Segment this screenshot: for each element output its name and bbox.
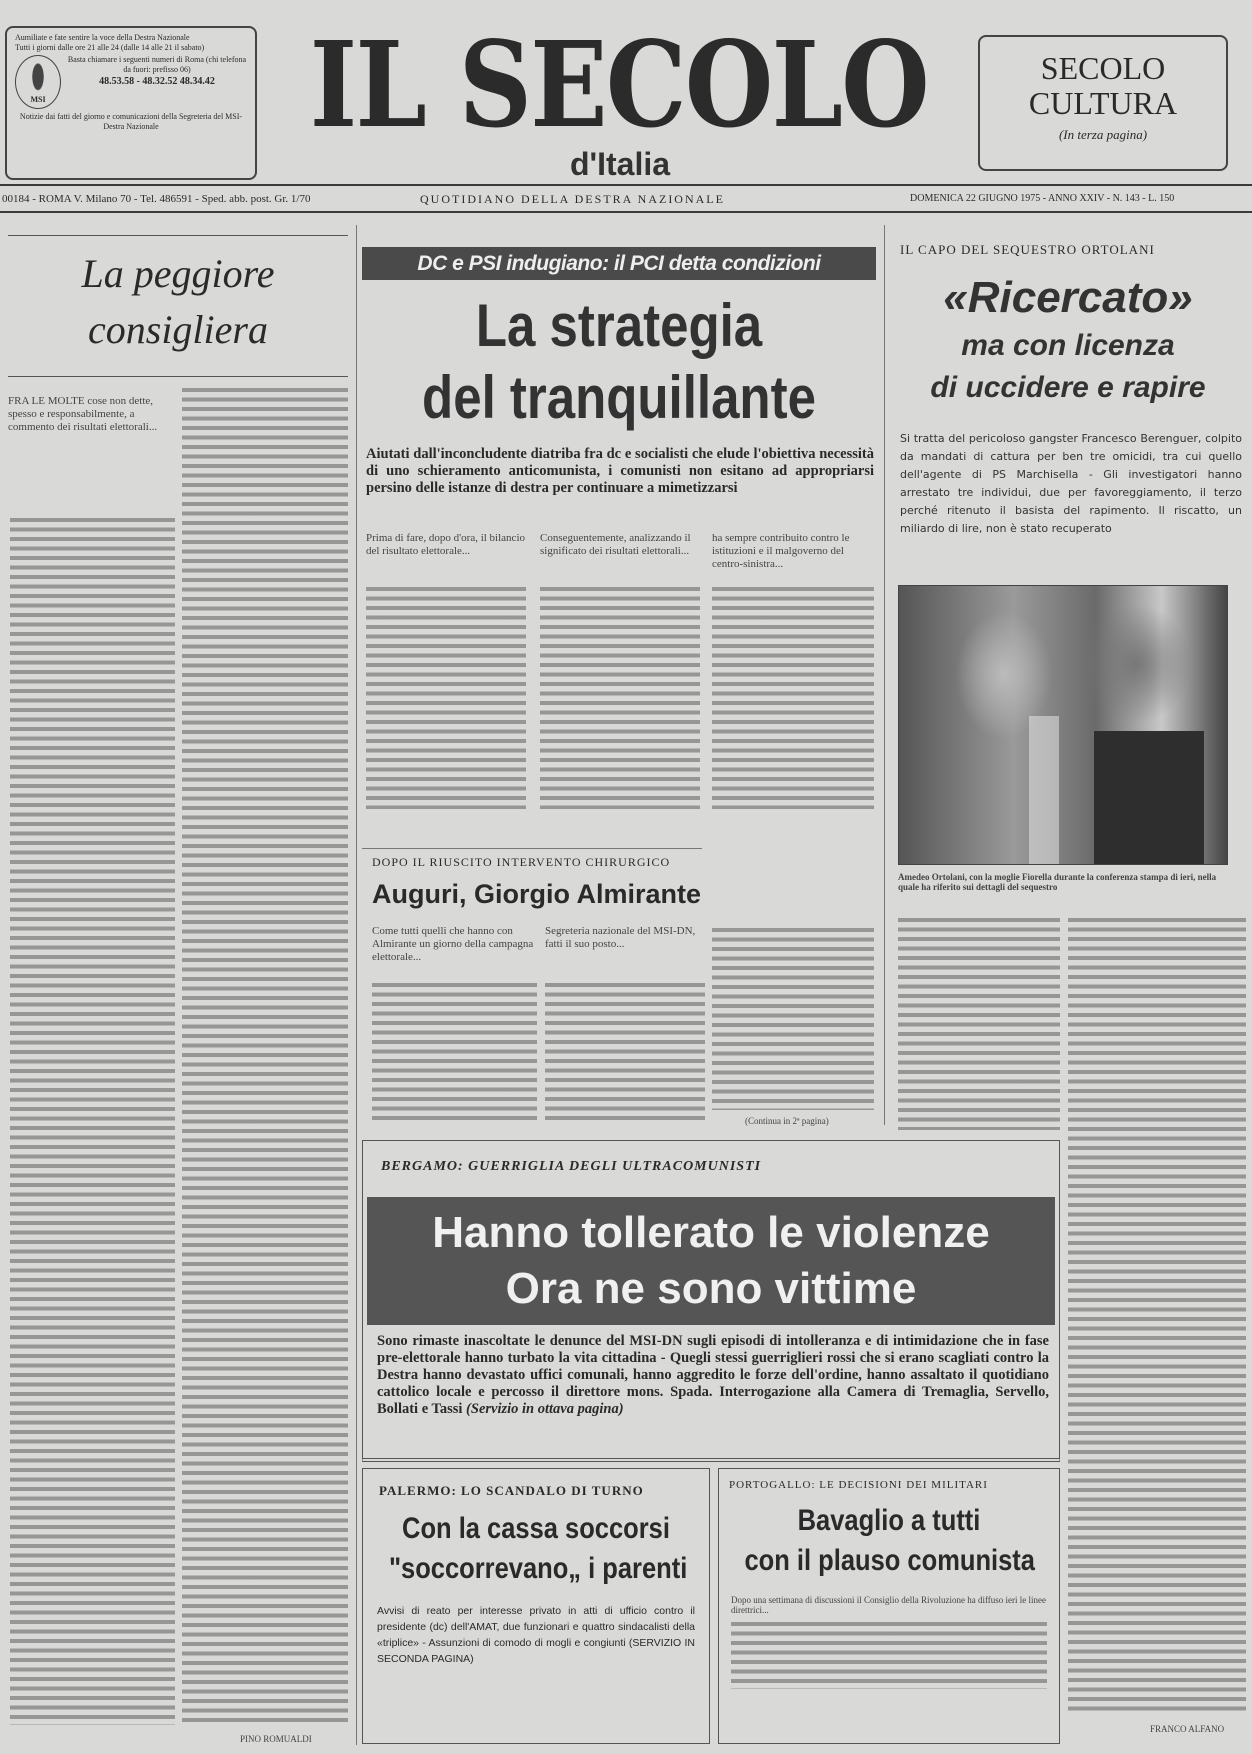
cultura-line1: SECOLO <box>1040 50 1166 86</box>
editorial-body-col2 <box>182 385 348 1725</box>
info-note: Tutti i giorni dalle ore 21 alle 24 (dalle 14 alle 21 il sabato) <box>15 42 205 52</box>
lead-body-start-3: ha sempre contribuito contro le istituzioni e il malgoverno del centro-sinistra... <box>712 532 850 570</box>
ortolani-signature: FRANCO ALFANO <box>1150 1724 1225 1734</box>
lead-body-col3-cont <box>712 925 874 1110</box>
dateline-date: DOMENICA 22 GIUGNO 1975 - ANNO XXIV - N. 143 - L. 150 <box>910 193 1175 204</box>
bergamo-deck-ref: (Servizio in ottava pagina) <box>466 1401 624 1417</box>
palermo-headline: Con la cassa soccorsi "soccorrevano„ i parenti <box>388 1512 688 1585</box>
ortolani-body-col2 <box>1068 915 1246 1715</box>
portogallo-kicker: PORTOGALLO: LE DECISIONI DEI MILITARI <box>729 1479 988 1491</box>
almirante-body-col2-start: Segreteria nazionale del MSI-DN, fatti il suo posto... <box>545 925 696 950</box>
editorial-lead: FRA LE MOLTE cose non dette, spesso e responsabilmente, a commento dei risultati elettorali... <box>8 395 158 433</box>
lead-kicker: DC e PSI indugiano: il PCI detta condizioni <box>362 247 876 280</box>
ortolani-body-col1 <box>898 915 1060 1130</box>
lead-body-col2 <box>540 584 700 809</box>
lead-continued: (Continua in 2ª pagina) <box>745 1116 829 1126</box>
almirante-body-col1 <box>372 980 537 1125</box>
lead-body-col3 <box>712 584 874 809</box>
ortolani-headline: «Ricercato» ma con licenza di uccidere e rapire <box>930 273 1206 404</box>
lead-body-start-2: Conseguentemente, analizzando il significato dei risultati elettorali... <box>540 532 691 557</box>
portogallo-body <box>731 1619 1047 1689</box>
palermo-box <box>362 1468 710 1744</box>
lead-body-start-1: Prima di fare, dopo d'ora, il bilancio del risultato elettorale... <box>366 532 525 557</box>
msi-info-box <box>5 26 257 180</box>
portogallo-body-start: Dopo una settimana di discussioni il Consiglio della Rivoluzione ha diffuso ieri le linee direttrici... <box>731 1595 1047 1615</box>
almirante-body-col2 <box>545 980 705 1125</box>
msi-flame-logo: MSI <box>15 55 61 109</box>
info-phone-intro: Basta chiamare i seguenti numeri di Roma (chi telefona da fuori: prefisso 06) <box>67 55 247 74</box>
palermo-deck: Avvisi di reato per interesse privato in atti di ufficio contro il presidente (dc) dell'AMAT, due funzionari e quattro sindacalisti della «triplice» - Assunzioni di comodo di mogli e congiunti (SERVIZIO IN SECONDA PAGINA) <box>377 1605 695 1665</box>
palermo-kicker: PALERMO: LO SCANDALO DI TURNO <box>379 1483 644 1498</box>
info-intro: Aumiliate e fate sentire la voce della Destra Nazionale <box>15 33 190 42</box>
portogallo-box <box>718 1468 1060 1744</box>
cultura-line3: (In terza pagina) <box>1058 127 1148 142</box>
masthead-title: IL SECOLO <box>309 15 928 154</box>
bergamo-kicker: BERGAMO: GUERRIGLIA DEGLI ULTRACOMUNISTI <box>381 1159 762 1174</box>
info-footer: Notizie dai fatti del giorno e comunicazioni della Segreteria del MSI-Destra Nazionale <box>19 112 243 131</box>
ortolani-caption: Amedeo Ortolani, con la moglie Fiorella durante la conferenza stampa di ieri, nella quale ha riferito sui dettagli del sequestro <box>898 872 1217 892</box>
almirante-body-start: Come tutti quelli che hanno con Almirante un giorno della campagna elettorale... <box>372 925 534 963</box>
ortolani-kicker: IL CAPO DEL SEQUESTRO ORTOLANI <box>900 242 1155 257</box>
ortolani-lead: Si tratta del pericoloso gangster Francesco Berenguer, colpito da mandati di cattura per ben tre omicidi, tra cui quello dell'agente di PS Marchisella - Gli investigatori hanno arrestato tre individui, due per favoreggiamento, il terzo perché ritenuto il basista del rapimento. Il riscatto, un miliardo di lire, non è stato recuperato <box>900 432 1242 535</box>
cultura-line2: CULTURA <box>1028 85 1178 121</box>
info-phones: 48.53.58 - 48.32.52 48.34.42 <box>99 76 215 87</box>
dateline-address: 00184 - ROMA V. Milano 70 - Tel. 486591 - Sped. abb. post. Gr. 1/70 <box>2 193 311 205</box>
bergamo-headline: Hanno tollerato le violenze Ora ne sono vittime <box>367 1197 1055 1325</box>
lead-body-col1 <box>366 584 526 809</box>
portogallo-headline: Bavaglio a tutti con il plauso comunista <box>744 1504 1035 1577</box>
dateline-motto: QUOTIDIANO DELLA DESTRA NAZIONALE <box>420 192 725 206</box>
editorial-title: La peggiore consigliera <box>81 251 275 352</box>
editorial-signature: PINO ROMUALDI <box>240 1734 312 1744</box>
masthead-subtitle: d'Italia <box>569 146 671 182</box>
dateline <box>0 188 1252 210</box>
almirante-kicker: DOPO IL RIUSCITO INTERVENTO CHIRURGICO <box>372 855 671 869</box>
almirante-headline: Auguri, Giorgio Almirante <box>372 879 702 909</box>
secolo-cultura-box <box>978 35 1228 171</box>
lead-headline: La strategia del tranquillante <box>422 292 816 431</box>
editorial-body-col1 <box>10 515 175 1725</box>
lead-deck: Aiutati dall'inconcludente diatriba fra dc e socialisti che elude l'obiettiva necessità di uno schieramento anticomunista, i comunisti non esitano ad appropriarsi persino delle istanze di destra per continuare a mimetizzarsi <box>366 446 874 496</box>
bergamo-box <box>362 1140 1060 1462</box>
ortolani-photo <box>898 585 1228 865</box>
bergamo-deck: Sono rimaste inascoltate le denunce del MSI-DN sugli episodi di intolleranza e di intimidazione che in fase pre-elettorale hanno turbato la vita cittadina - Quegli stessi guerriglieri rossi che si erano scagliati contro la Destra hanno devastato uffici comunali, hanno aggredito le forze dell'ordine, hanno assaltato il quotidiano cattolico locale e percosso il direttore mons. Spada. Interrogazione alla Camera di Tremaglia, Servello, Bollati e Tassi (Servizio in ottava pagina) <box>377 1333 1049 1417</box>
